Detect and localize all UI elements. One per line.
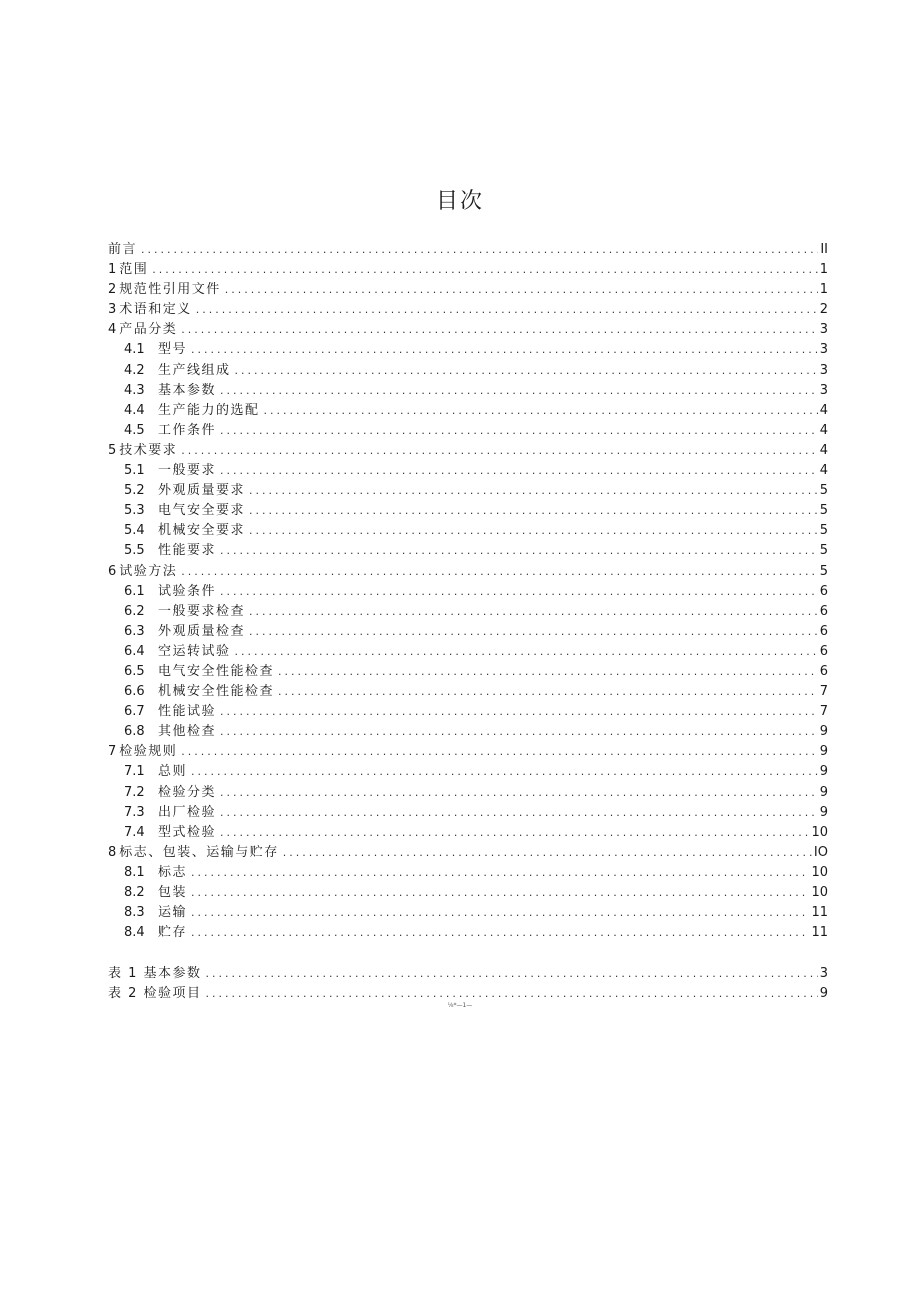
dot-leader — [191, 903, 809, 923]
toc-entry-number: 6.2 — [124, 603, 145, 619]
toc-entry[interactable] — [108, 823, 828, 843]
dot-leader — [278, 662, 818, 682]
toc-entry-page-number: 3 — [819, 362, 828, 378]
toc-entry-page-number: 9 — [819, 784, 828, 800]
table-list-entry[interactable] — [108, 964, 828, 984]
toc-entry[interactable] — [108, 582, 828, 602]
dot-leader — [220, 702, 818, 722]
toc-entry-page-number: II — [820, 242, 828, 257]
toc-entry-number: 5.4 — [124, 523, 145, 539]
toc-entry-page-number: 5 — [819, 483, 828, 499]
toc-entry[interactable] — [108, 923, 828, 943]
toc-entry[interactable] — [108, 441, 828, 461]
dot-leader — [191, 863, 809, 883]
toc-entry-number: 8.1 — [124, 864, 145, 880]
toc-entry-title: 标志 — [158, 864, 188, 880]
toc-entry-number: 8.4 — [124, 925, 145, 941]
toc-entry-page-number: 11 — [811, 905, 828, 921]
toc-entry-page-number: 6 — [819, 623, 828, 639]
dot-leader — [220, 722, 818, 742]
toc-entry[interactable] — [108, 702, 828, 722]
dot-leader — [196, 300, 818, 320]
toc-entry-number: 4.2 — [124, 362, 145, 378]
toc-entry-title: 技术要求 — [119, 442, 178, 458]
toc-entry[interactable] — [108, 722, 828, 742]
toc-entry-title: 术语和定义 — [119, 302, 192, 318]
toc-entry-number: 2 — [108, 282, 117, 298]
toc-entry[interactable] — [108, 501, 828, 521]
toc-entry-number: 7.1 — [124, 764, 145, 780]
toc-entry-page-number: 7 — [819, 684, 828, 700]
toc-entry[interactable] — [108, 742, 828, 762]
toc-entry-number: 5.5 — [124, 543, 145, 559]
toc-entry[interactable] — [108, 421, 828, 441]
toc-entry-number: 8 — [108, 844, 117, 860]
toc-entry-number: 5.1 — [124, 463, 145, 479]
toc-entry-title: 电气安全性能检查 — [158, 663, 275, 679]
toc-entry[interactable] — [108, 783, 828, 803]
toc-entry-page-number: 9 — [819, 724, 828, 740]
toc-entry-number: 6.7 — [124, 704, 145, 720]
dot-leader — [220, 823, 809, 843]
toc-entry-page-number: 9 — [819, 764, 828, 780]
dot-leader — [220, 381, 818, 401]
dot-leader — [235, 361, 818, 381]
toc-entry-page-number: 4 — [819, 442, 828, 458]
toc-entry-number: 7.2 — [124, 784, 145, 800]
toc-entry-title: 表 2 检验项目 — [108, 986, 202, 1002]
toc-entry[interactable] — [108, 300, 828, 320]
toc-entry-number: 6 — [108, 563, 117, 579]
dot-leader — [235, 642, 818, 662]
toc-entry-title: 表 1 基本参数 — [108, 966, 202, 982]
dot-leader — [220, 582, 818, 602]
dot-leader — [141, 240, 818, 260]
toc-entry-page-number: 6 — [819, 603, 828, 619]
toc-entry[interactable] — [108, 481, 828, 501]
toc-entry[interactable] — [108, 562, 828, 582]
page-title: 目次 — [435, 189, 484, 214]
toc-entry-page-number: 1 — [819, 282, 828, 298]
toc-entry-page-number: 9 — [819, 986, 828, 1002]
toc-entry-title: 型式检验 — [158, 824, 217, 840]
toc-entry-page-number: 3 — [819, 322, 828, 338]
toc-entry[interactable] — [108, 260, 828, 280]
dot-leader — [225, 280, 818, 300]
toc-entry-title: 规范性引用文件 — [119, 282, 221, 298]
toc-entry-number: 6.1 — [124, 583, 145, 599]
toc-entry[interactable] — [108, 361, 828, 381]
toc-entry-title: 性能试验 — [158, 704, 217, 720]
dot-leader — [181, 441, 817, 461]
dot-leader — [191, 923, 809, 943]
toc-entry-page-number: 10 — [811, 864, 828, 880]
toc-entry-title: 电气安全要求 — [158, 503, 246, 519]
toc-entry-title: 前言 — [108, 242, 138, 257]
toc-entry[interactable] — [108, 883, 828, 903]
toc-entry-number: 6.8 — [124, 724, 145, 740]
dot-leader — [220, 421, 818, 441]
toc-entry-page-number: 3 — [819, 342, 828, 358]
toc-entry-page-number: 4 — [819, 463, 828, 479]
dot-leader — [249, 622, 818, 642]
toc-entry[interactable] — [108, 762, 828, 782]
toc-entry-title: 贮存 — [158, 925, 188, 941]
toc-entry[interactable] — [108, 602, 828, 622]
table-of-contents — [108, 240, 828, 1004]
dot-leader — [220, 803, 818, 823]
toc-entry-title: 运输 — [158, 905, 188, 921]
dot-leader — [249, 481, 818, 501]
toc-entry-title: 外观质量要求 — [158, 483, 246, 499]
toc-entry[interactable] — [108, 642, 828, 662]
toc-entry[interactable] — [108, 622, 828, 642]
toc-entry-number: 4 — [108, 322, 117, 338]
toc-entry[interactable] — [108, 863, 828, 883]
toc-entry-title: 一般要求检查 — [158, 603, 246, 619]
toc-entry-page-number: 11 — [811, 925, 828, 941]
toc-entry-page-number: 9 — [819, 804, 828, 820]
toc-entry-page-number: 10 — [811, 824, 828, 840]
toc-entry-title: 总则 — [158, 764, 188, 780]
toc-entry[interactable] — [108, 541, 828, 561]
toc-entry-number: 7.4 — [124, 824, 145, 840]
toc-entry-number: 5 — [108, 442, 117, 458]
toc-entry-title: 机械安全要求 — [158, 523, 246, 539]
toc-entry-title: 外观质量检查 — [158, 623, 246, 639]
toc-entry-title: 范围 — [119, 262, 149, 278]
dot-leader — [191, 340, 818, 360]
toc-entry-number: 7.3 — [124, 804, 145, 820]
dot-leader — [206, 964, 818, 984]
toc-entry-title: 型号 — [158, 342, 188, 358]
toc-entry-title: 一般要求 — [158, 463, 217, 479]
dot-leader — [191, 762, 818, 782]
dot-leader — [220, 783, 818, 803]
dot-leader — [181, 320, 817, 340]
toc-entry-page-number: 5 — [819, 523, 828, 539]
dot-leader — [220, 541, 818, 561]
toc-entry[interactable] — [108, 521, 828, 541]
toc-entry[interactable] — [108, 320, 828, 340]
dot-leader — [264, 401, 818, 421]
toc-entry-number: 7 — [108, 744, 117, 760]
toc-entry-title: 包装 — [158, 885, 188, 900]
toc-entry-number: 5.2 — [124, 483, 145, 499]
toc-entry[interactable] — [108, 803, 828, 823]
toc-entry-title: 生产能力的选配 — [158, 402, 260, 418]
toc-entry[interactable] — [108, 461, 828, 481]
dot-leader — [181, 562, 817, 582]
toc-entry-title: 生产线组成 — [158, 362, 231, 378]
toc-entry-title: 工作条件 — [158, 422, 217, 438]
toc-entry-number: 3 — [108, 302, 117, 318]
dot-leader — [249, 602, 818, 622]
toc-entry-number: 4.3 — [124, 382, 145, 398]
toc-entry-number: 6.4 — [124, 643, 145, 659]
toc-entry-title: 出厂检验 — [158, 804, 217, 820]
toc-entry[interactable] — [108, 843, 828, 863]
toc-entry-number: 8.2 — [124, 885, 145, 900]
toc-entry[interactable] — [108, 340, 828, 360]
toc-entry-page-number: 6 — [819, 583, 828, 599]
toc-entry-title: 标志、包装、运输与贮存 — [119, 844, 279, 860]
toc-entry-number: 1 — [108, 262, 117, 278]
toc-entry-page-number: 9 — [819, 744, 828, 760]
toc-entry-number: 4.5 — [124, 422, 145, 438]
toc-entry-page-number: 5 — [819, 563, 828, 579]
toc-entry-title: 机械安全性能检查 — [158, 684, 275, 700]
toc-entry-title: 试验方法 — [119, 563, 178, 579]
toc-entry[interactable] — [108, 682, 828, 702]
toc-entry[interactable] — [108, 662, 828, 682]
toc-entry-title: 空运转试验 — [158, 643, 231, 659]
toc-entry-page-number: 3 — [819, 382, 828, 398]
toc-entry-title: 试验条件 — [158, 583, 217, 599]
toc-entry[interactable] — [108, 240, 828, 260]
toc-entry-page-number: 7 — [819, 704, 828, 720]
toc-entry-title: 产品分类 — [119, 322, 178, 338]
toc-entry[interactable] — [108, 280, 828, 300]
toc-entry-page-number: 6 — [819, 663, 828, 679]
toc-entry-number: 4.4 — [124, 402, 145, 418]
toc-entry-page-number: IO — [813, 844, 828, 860]
page-footer-mark: ⅛*—1— — [447, 1002, 473, 1009]
toc-entry-page-number: 4 — [819, 422, 828, 438]
dot-leader — [152, 260, 817, 280]
toc-entry-page-number: 3 — [819, 966, 828, 982]
toc-entry-title: 检验规则 — [119, 744, 178, 760]
toc-entry-number: 6.6 — [124, 684, 145, 700]
toc-entry-number: 6.3 — [124, 623, 145, 639]
dot-leader — [220, 461, 818, 481]
toc-entry-page-number: 1 — [819, 262, 828, 278]
dot-leader — [249, 521, 818, 541]
dot-leader — [191, 883, 809, 903]
dot-leader — [181, 742, 817, 762]
toc-entry-page-number: 5 — [819, 503, 828, 519]
toc-entry-page-number: 6 — [819, 643, 828, 659]
dot-leader — [283, 843, 812, 863]
toc-entry-title: 基本参数 — [158, 382, 217, 398]
toc-entry-title: 性能要求 — [158, 543, 217, 559]
toc-entry-page-number: 5 — [819, 543, 828, 559]
dot-leader — [249, 501, 818, 521]
toc-entry[interactable] — [108, 401, 828, 421]
toc-entry-number: 6.5 — [124, 663, 145, 679]
toc-entry-number: 8.3 — [124, 905, 145, 921]
toc-entry-number: 4.1 — [124, 342, 145, 358]
toc-entry-page-number: 10 — [811, 885, 828, 900]
toc-entry-title: 其他检查 — [158, 724, 217, 740]
toc-entry-page-number: 4 — [819, 402, 828, 418]
dot-leader — [278, 682, 818, 702]
toc-entry-number: 5.3 — [124, 503, 145, 519]
toc-entry-title: 检验分类 — [158, 784, 217, 800]
toc-entry[interactable] — [108, 903, 828, 923]
toc-entry-page-number: 2 — [819, 302, 828, 318]
toc-entry[interactable] — [108, 381, 828, 401]
section-gap — [108, 943, 828, 964]
